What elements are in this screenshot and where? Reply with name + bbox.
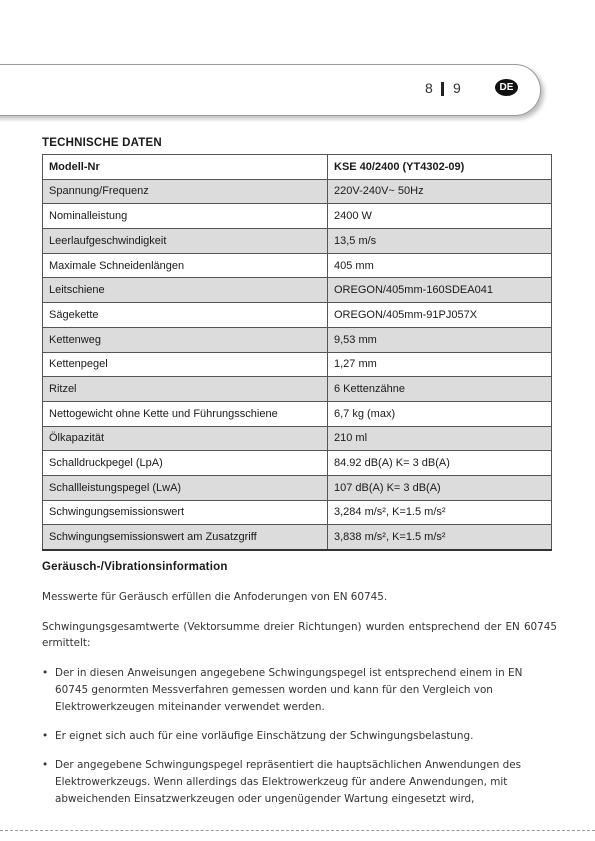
table-row	[43, 401, 552, 426]
spec-table	[42, 154, 552, 551]
bullet-text: Der in diesen Anweisungen angegebene Schwingungspegel ist entsprechend einem in EN 60745 genormten Messverfahren gemessen worden und kann für den Vergleich von Elektrowerkzeugen miteinander verwendet werden.	[55, 667, 523, 713]
tech-data-title: TECHNISCHE DATEN	[42, 137, 162, 149]
spec-label: Nettogewicht ohne Kette und Führungsschiene	[43, 401, 328, 426]
page-separator	[441, 82, 444, 96]
spec-value: 405 mm	[328, 253, 552, 278]
spec-value: 13,5 m/s	[328, 229, 552, 254]
spec-label: Spannung/Frequenz	[43, 179, 328, 204]
spec-label: Modell-Nr	[43, 155, 328, 180]
spec-value: OREGON/405mm-160SDEA041	[328, 278, 552, 303]
page-number-right: 9	[453, 80, 461, 96]
spec-value: 2400 W	[328, 204, 552, 229]
language-badge: DE	[495, 79, 518, 96]
spec-value: 9,53 mm	[328, 327, 552, 352]
bullet-text: Der angegebene Schwingungspegel repräsentiert die hauptsächlichen Anwendungen des Elektrowerkzeugs. Wenn allerdings das Elektrowerkzeug für andere Anwendungen, mit abweichenden Einsatzwerkzeugen oder ungenügender Wartung eingesetzt wird,	[55, 759, 522, 805]
table-row	[43, 179, 552, 204]
spec-value: 3,838 m/s², K=1.5 m/s²	[328, 525, 552, 550]
spec-value: 220V-240V~ 50Hz	[328, 179, 552, 204]
spec-label: Ölkapazität	[43, 426, 328, 451]
table-row	[43, 426, 552, 451]
table-row	[43, 253, 552, 278]
spec-value: KSE 40/2400 (YT4302-09)	[328, 155, 552, 180]
table-row	[43, 500, 552, 525]
spec-label: Schwingungsemissionswert am Zusatzgriff	[43, 525, 328, 550]
noise-paragraph-2: Schwingungsgesamtwerte (Vektorsumme dreier Richtungen) wurden entsprechend der EN 60745 ermittelt:	[42, 621, 557, 649]
spec-value: OREGON/405mm-91PJ057X	[328, 303, 552, 328]
spec-label: Schalldruckpegel (LpA)	[43, 451, 328, 476]
spec-label: Kettenpegel	[43, 352, 328, 377]
table-row	[43, 451, 552, 476]
noise-paragraph-1: Messwerte für Geräusch erfüllen die Anfoderungen von EN 60745.	[42, 591, 388, 603]
page-bottom-divider	[0, 830, 595, 831]
page-number-left: 8	[425, 80, 433, 96]
spec-value: 3,284 m/s², K=1.5 m/s²	[328, 500, 552, 525]
table-row	[43, 352, 552, 377]
spec-value: 210 ml	[328, 426, 552, 451]
spec-value: 6 Kettenzähne	[328, 377, 552, 402]
table-row	[43, 204, 552, 229]
table-row	[43, 475, 552, 500]
spec-label: Maximale Schneidenlängen	[43, 253, 328, 278]
table-row	[43, 229, 552, 254]
noise-section-title: Geräusch-/Vibrationsinformation	[42, 561, 228, 573]
spec-value: 6,7 kg (max)	[328, 401, 552, 426]
spec-label: Leerlaufgeschwindigkeit	[43, 229, 328, 254]
bullet-dot-icon: •	[42, 667, 49, 679]
table-row	[43, 155, 552, 180]
table-row	[43, 278, 552, 303]
table-row	[43, 303, 552, 328]
table-row	[43, 377, 552, 402]
table-row	[43, 327, 552, 352]
spec-label: Schallleistungspegel (LwA)	[43, 475, 328, 500]
spec-value: 107 dB(A) K= 3 dB(A)	[328, 475, 552, 500]
spec-label: Kettenweg	[43, 327, 328, 352]
bullet-dot-icon: •	[42, 730, 49, 742]
spec-label: Schwingungsemissionswert	[43, 500, 328, 525]
bullet-text: Er eignet sich auch für eine vorläufige Einschätzung der Schwingungsbelastung.	[55, 730, 474, 742]
spec-label: Ritzel	[43, 377, 328, 402]
table-row	[43, 525, 552, 550]
spec-label: Sägekette	[43, 303, 328, 328]
spec-value: 84.92 dB(A) K= 3 dB(A)	[328, 451, 552, 476]
spec-value: 1,27 mm	[328, 352, 552, 377]
spec-label: Leitschiene	[43, 278, 328, 303]
bullet-dot-icon: •	[42, 759, 49, 771]
spec-label: Nominalleistung	[43, 204, 328, 229]
